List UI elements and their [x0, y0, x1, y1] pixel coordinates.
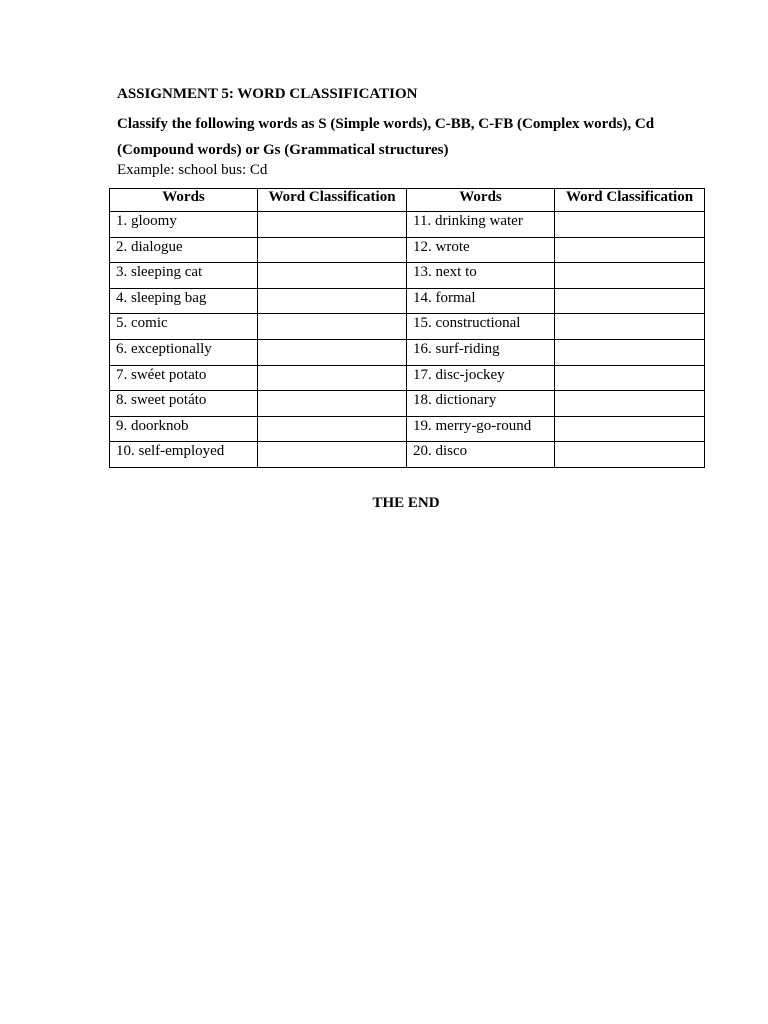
word-cell: 20. disco	[407, 442, 555, 468]
classification-cell[interactable]	[258, 391, 407, 417]
table-row	[110, 314, 705, 340]
word-cell: 19. merry-go-round	[407, 416, 555, 442]
word-cell: 11. drinking water	[407, 212, 555, 238]
classification-cell[interactable]	[555, 288, 705, 314]
word-cell: 17. disc-jockey	[407, 365, 555, 391]
table-row	[110, 416, 705, 442]
word-cell: 7. swéet potato	[110, 365, 258, 391]
header-words-left: Words	[110, 189, 258, 212]
classification-cell[interactable]	[555, 263, 705, 289]
classification-cell[interactable]	[555, 442, 705, 468]
classification-cell[interactable]	[258, 442, 407, 468]
word-cell: 1. gloomy	[110, 212, 258, 238]
word-cell: 9. doorknob	[110, 416, 258, 442]
word-cell: 18. dictionary	[407, 391, 555, 417]
word-cell: 2. dialogue	[110, 237, 258, 263]
word-cell: 4. sleeping bag	[110, 288, 258, 314]
classification-cell[interactable]	[555, 365, 705, 391]
classification-cell[interactable]	[555, 391, 705, 417]
classification-cell[interactable]	[258, 288, 407, 314]
word-cell: 12. wrote	[407, 237, 555, 263]
table-row	[110, 391, 705, 417]
example-text: Example: school bus: Cd	[117, 162, 268, 178]
the-end-footer: THE END	[372, 495, 440, 511]
classification-cell[interactable]	[258, 365, 407, 391]
word-cell: 16. surf-riding	[407, 339, 555, 365]
table-row	[110, 339, 705, 365]
table-row	[110, 263, 705, 289]
classification-cell[interactable]	[555, 339, 705, 365]
classification-cell[interactable]	[258, 416, 407, 442]
header-classification-right: Word Classification	[555, 189, 705, 212]
word-cell: 5. comic	[110, 314, 258, 340]
classification-cell[interactable]	[555, 416, 705, 442]
classification-cell[interactable]	[258, 314, 407, 340]
word-cell: 6. exceptionally	[110, 339, 258, 365]
table-row	[110, 212, 705, 238]
classification-cell[interactable]	[258, 237, 407, 263]
header-words-right: Words	[407, 189, 555, 212]
word-cell: 13. next to	[407, 263, 555, 289]
table-row	[110, 442, 705, 468]
assignment-title: ASSIGNMENT 5: WORD CLASSIFICATION	[117, 86, 418, 102]
classification-cell[interactable]	[555, 237, 705, 263]
table-row	[110, 288, 705, 314]
classification-cell[interactable]	[555, 314, 705, 340]
table-row	[110, 237, 705, 263]
word-classification-table	[109, 188, 705, 468]
word-cell: 15. constructional	[407, 314, 555, 340]
classification-cell[interactable]	[555, 212, 705, 238]
word-cell: 10. self-employed	[110, 442, 258, 468]
classification-cell[interactable]	[258, 263, 407, 289]
instruction-text: Classify the following words as S (Simple words), C-BB, C-FB (Complex words), Cd (Compound words) or Gs (Grammatical structures)	[117, 116, 655, 158]
word-cell: 8. sweet potáto	[110, 391, 258, 417]
word-cell: 14. formal	[407, 288, 555, 314]
classification-cell[interactable]	[258, 212, 407, 238]
header-classification-left: Word Classification	[258, 189, 407, 212]
word-cell: 3. sleeping cat	[110, 263, 258, 289]
table-header-row	[110, 189, 705, 212]
classification-cell[interactable]	[258, 339, 407, 365]
table-row	[110, 365, 705, 391]
